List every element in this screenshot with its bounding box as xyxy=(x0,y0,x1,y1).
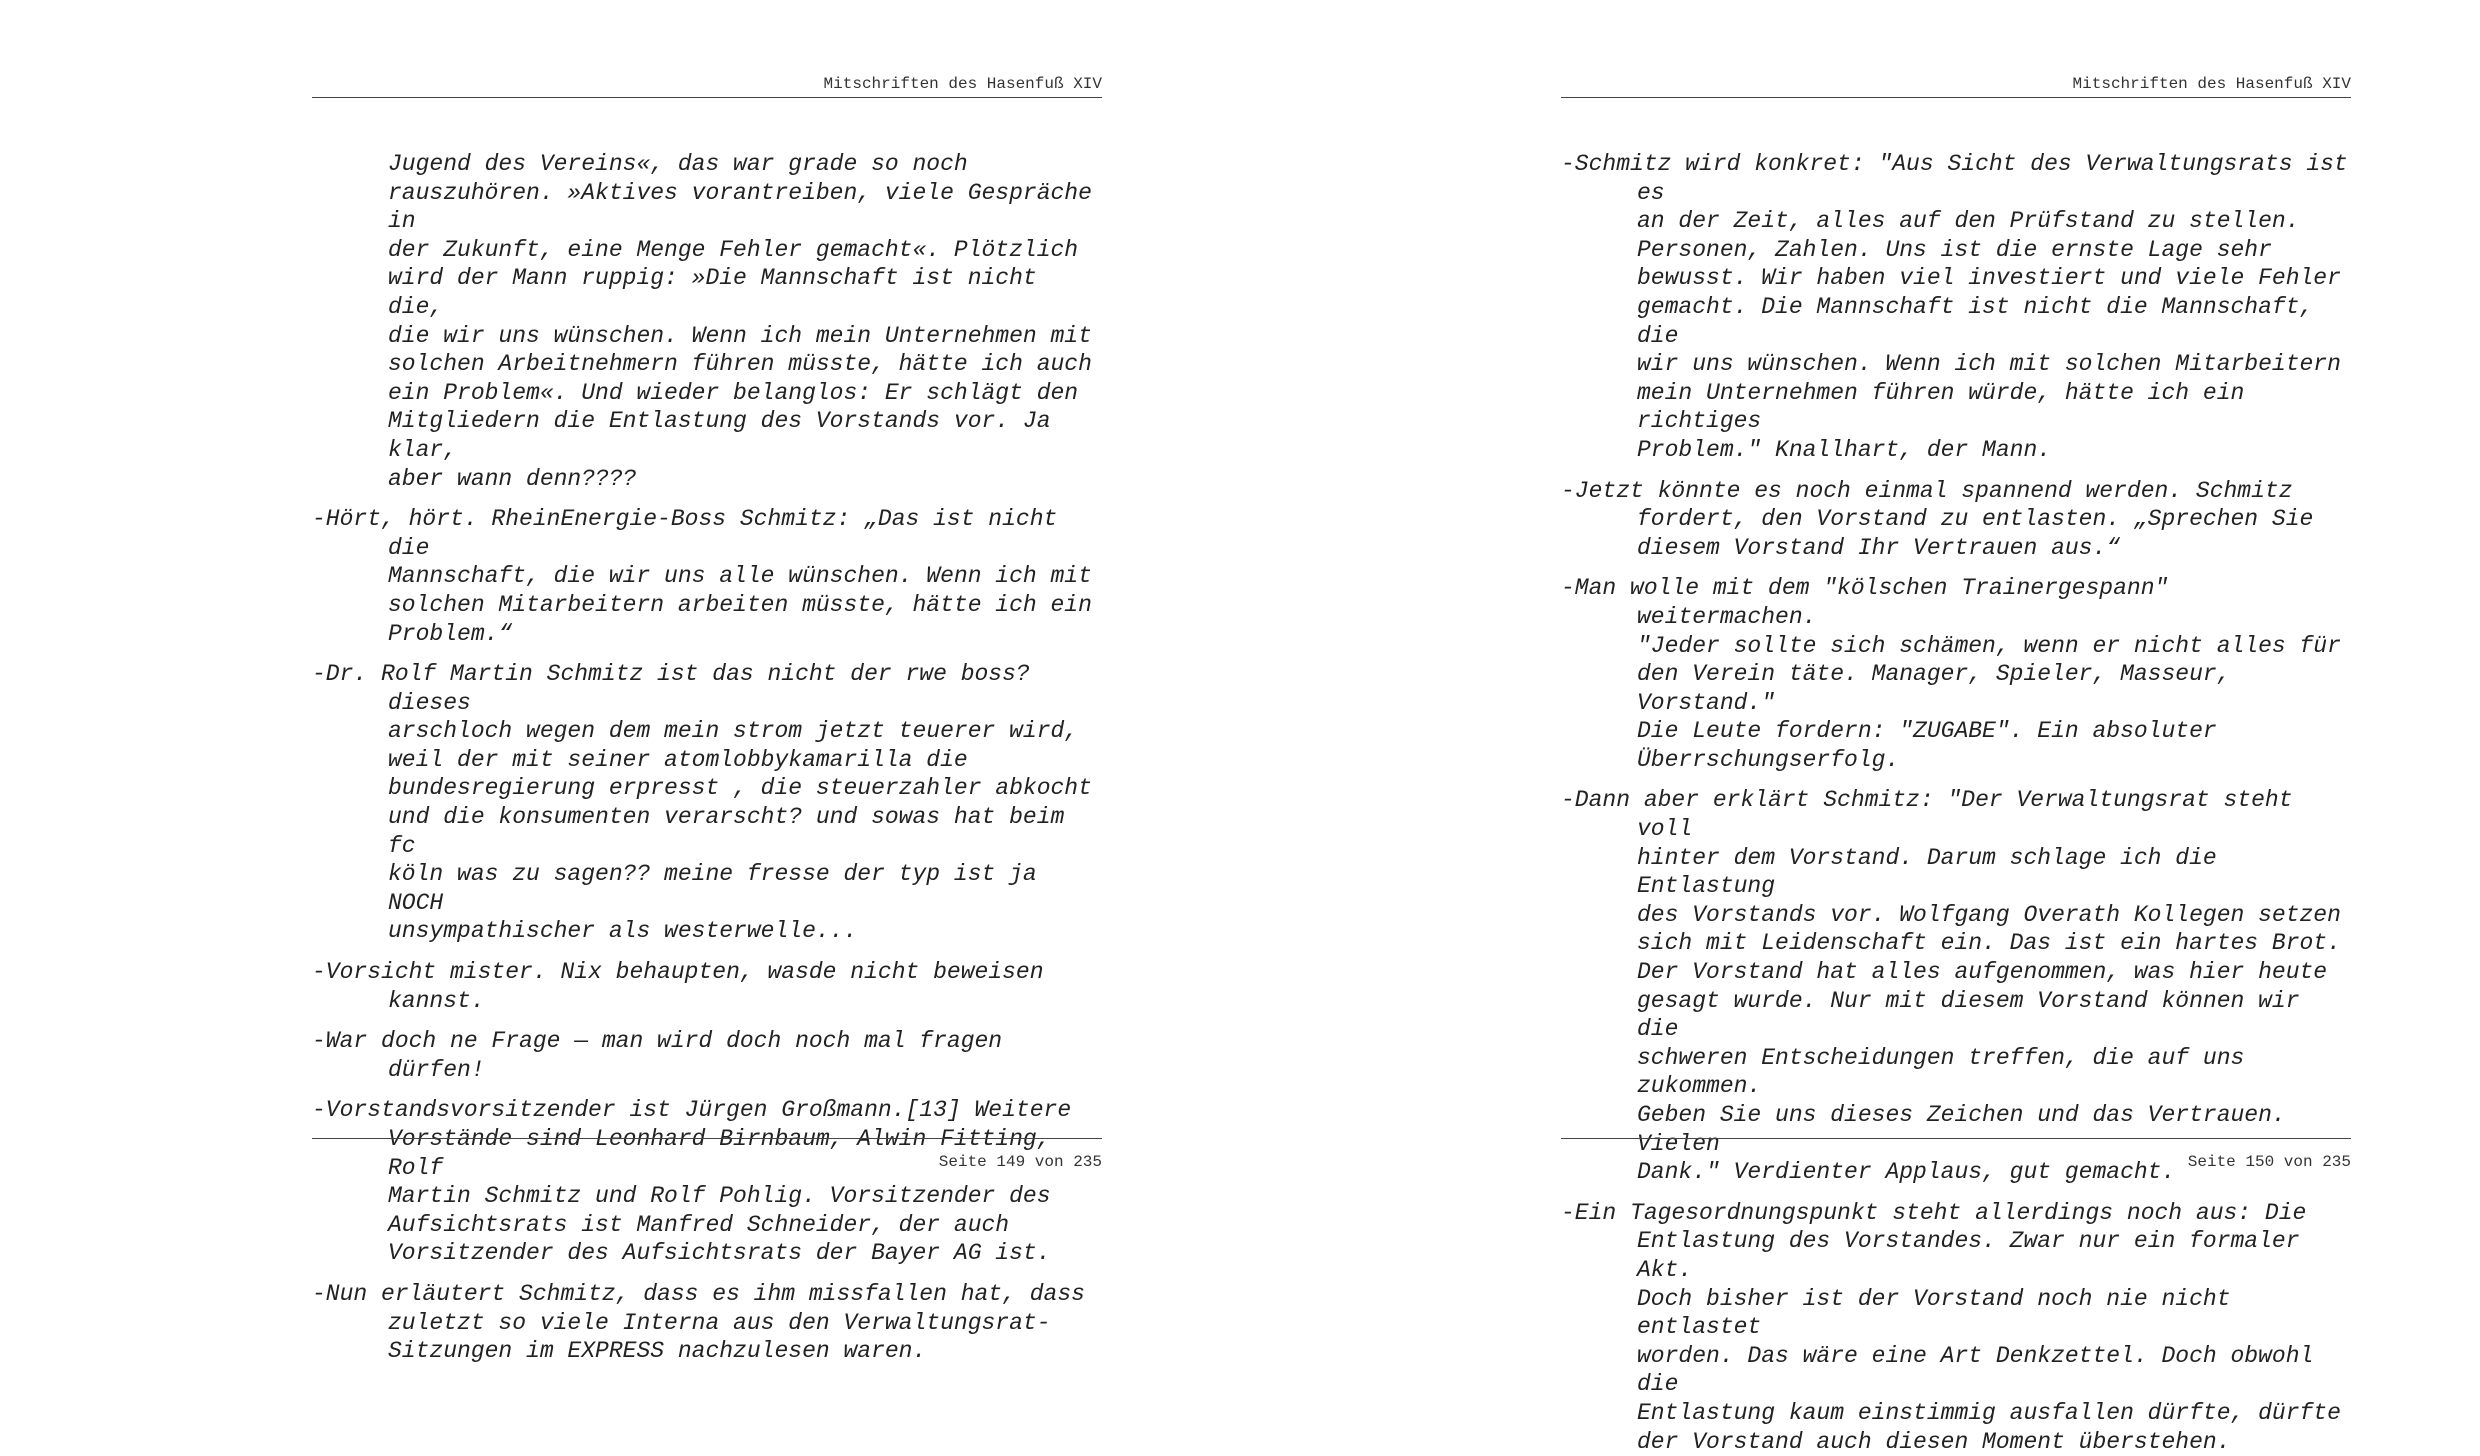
paragraph: -Hört, hört. RheinEnergie-Boss Schmitz: „Das ist nicht die Mannschaft, die wir uns alle wünschen. Wenn ich mit solchen Mitarbeitern arbeiten müsste, hätte ich ein Problem.“ xyxy=(312,506,1092,647)
footer-rule xyxy=(312,1138,1102,1139)
paragraph: -Dann aber erklärt Schmitz: "Der Verwaltungsrat steht voll hinter dem Vorstand. Darum schlage ich die Entlastung des Vorstands vor. Wolfgang Overath Kollegen setzen sich mit Leidenschaft ein. Das ist ein hartes Brot. Der Vorstand hat alles aufgenommen, was hier heute gesagt wurde. Nur mit diesem Vorstand können wir die schweren Entscheidungen treffen, die auf uns zukommen. Geben Sie uns dieses Zeichen und das Vertrauen. Vielen Dank." Verdienter Applaus, gut gemacht. xyxy=(1561,787,2341,1186)
footer-rule xyxy=(1561,1138,2351,1139)
page-number: Seite 149 von 235 xyxy=(938,1153,1102,1171)
paragraph: -Vorstandsvorsitzender ist Jürgen Großmann.[13] Weitere Vorstände sind Leonhard Birnbaum, Alwin Fitting, Rolf Martin Schmitz und Rolf Pohlig. Vorsitzender des Aufsichtsrats ist Manfred Schneider, der auch Vorsitzender des Aufsichtsrats der Bayer AG ist. xyxy=(312,1097,1072,1267)
paragraph: -Dr. Rolf Martin Schmitz ist das nicht der rwe boss? dieses arschloch wegen dem mein strom jetzt teuerer wird, weil der mit seiner atomlobbykamarilla die bundesregierung erpresst , die steuerzahler abkocht und die konsumenten verarscht? und sowas hat beim fc köln was zu sagen?? meine fresse der typ ist ja NOCH unsympathischer als westerwelle... xyxy=(312,661,1092,945)
paragraph: -Ein Tagesordnungspunkt steht allerdings noch aus: Die Entlastung des Vorstandes. Zwar nur ein formaler Akt. Doch bisher ist der Vorstand noch nie nicht entlastet worden. Das wäre eine Art Denkzettel. Doch obwohl die Entlastung kaum einstimmig ausfallen dürfte, dürfte der Vorstand auch diesen Moment überstehen. xyxy=(1561,1199,2341,1455)
header-rule xyxy=(1561,97,2351,98)
paragraph: -War doch ne Frage — man wird doch noch mal fragen dürfen! xyxy=(312,1028,1003,1083)
paragraph: -Jetzt könnte es noch einmal spannend werden. Schmitz fordert, den Vorstand zu entlasten. „Sprechen Sie diesem Vorstand Ihr Vertrauen aus.“ xyxy=(1561,477,2314,561)
paragraph: -Man wolle mit dem "kölschen Trainergespann" weitermachen. "Jeder sollte sich schämen, wenn er nicht alles für den Verein täte. Manager, Spieler, Masseur, Vorstand." Die Leute fordern: "ZUGABE". Ein absoluter Überrschungserfolg. xyxy=(1561,575,2341,773)
page-number: Seite 150 von 235 xyxy=(2187,1153,2351,1171)
right-page xyxy=(1561,0,2351,1455)
paragraph: Jugend des Vereins«, das war grade so noch rauszuhören. »Aktives vorantreiben, viele Gespräche in der Zukunft, eine Menge Fehler gemacht«. Plötzlich wird der Mann ruppig: »Die Mannschaft ist nicht die, die wir uns wünschen. Wenn ich mein Unternehmen mit solchen Arbeitnehmern führen müsste, hätte ich auch ein Problem«. Und wieder belanglos: Er schlägt den Mitgliedern die Entlastung des Vorstands vor. Ja klar, aber wann denn???? xyxy=(388,151,1092,492)
header-rule xyxy=(312,97,1102,98)
left-page xyxy=(312,0,1102,1365)
running-header: Mitschriften des Hasenfuß XIV xyxy=(823,75,1102,93)
paragraph: -Vorsicht mister. Nix behaupten, wasde nicht beweisen kannst. xyxy=(312,959,1044,1014)
paragraph: -Nun erläutert Schmitz, dass es ihm missfallen hat, dass zuletzt so viele Interna aus den Verwaltungsrat- Sitzungen im EXPRESS nachzulesen waren. xyxy=(312,1280,1085,1365)
running-header: Mitschriften des Hasenfuß XIV xyxy=(2072,75,2351,93)
paragraph: -Schmitz wird konkret: "Aus Sicht des Verwaltungsrats ist es an der Zeit, alles auf den Prüfstand zu stellen. Personen, Zahlen. Uns ist die ernste Lage sehr bewusst. Wir haben viel investiert und viele Fehler gemacht. Die Mannschaft ist nicht die Mannschaft, die wir uns wünschen. Wenn ich mit solchen Mitarbeitern mein Unternehmen führen würde, hätte ich ein richtiges Problem." Knallhart, der Mann. xyxy=(1561,151,2348,463)
